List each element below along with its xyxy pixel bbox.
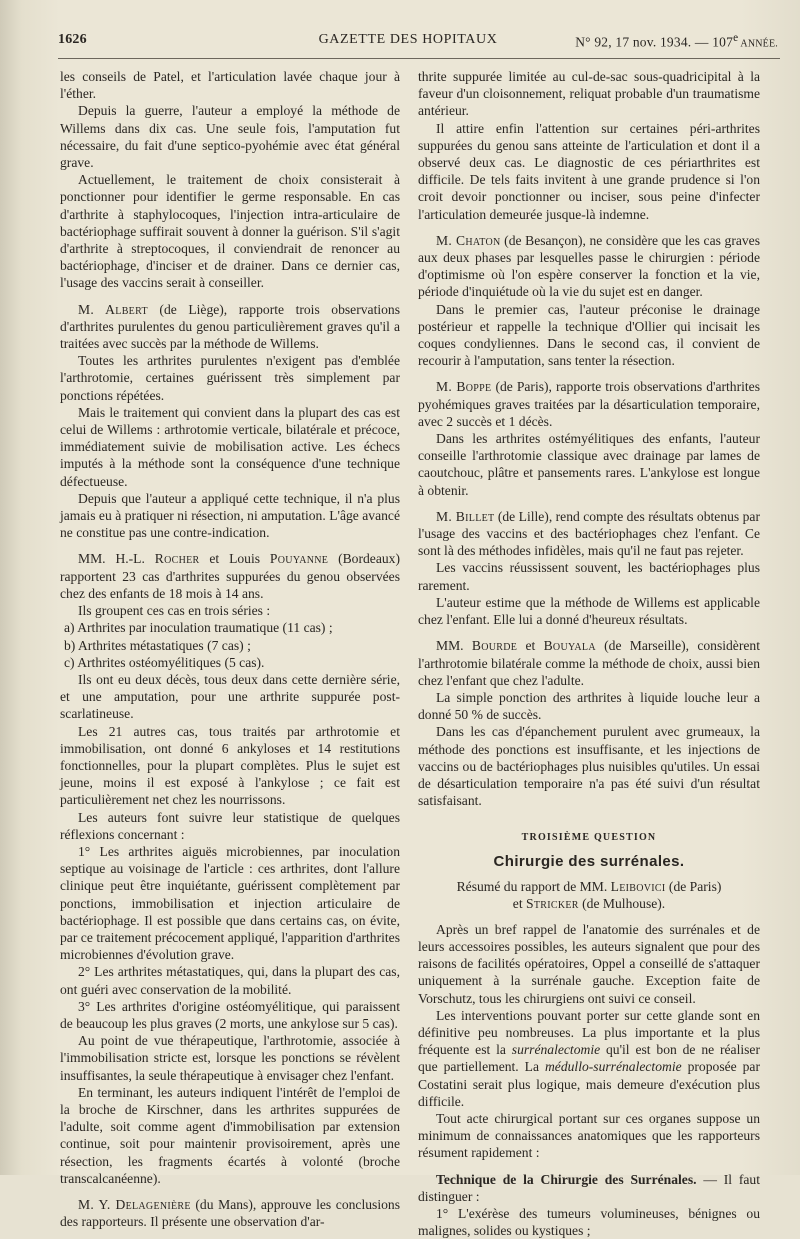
list-item: a) Arthrites par inoculation traumatique (11 cas) ;: [64, 620, 333, 636]
question-heading: TROISIÈME QUESTION: [521, 832, 657, 844]
subsection-heading: Technique de la Chirurgie des Surrénales.: [436, 1171, 697, 1187]
right-column: [418, 68, 760, 1239]
paragraph: Depuis la guerre, l'auteur a employé la méthode de Willems dans dix cas. Une seule fois, l'amputation fut nécessaire, du fait d'une septico-pyohémie avec état général grave.: [60, 103, 400, 171]
author-name: Bourde: [471, 638, 518, 654]
paragraph: Dans le premier cas, l'auteur préconise le drainage postérieur et rappelle la technique d'Ollier qui incisait les coques condyliennes. Dans le second cas, il convient de recourir à l'amputation, sans tenter la résection.: [418, 301, 760, 369]
paragraph: M. Boppe (de Paris), rapporte trois observations d'arthrites pyohémiques graves traitées par la désarticulation temporaire, avec 2 succès et 1 décès.: [418, 379, 760, 429]
journal-title: GAZETTE DES HOPITAUX: [318, 32, 498, 47]
paragraph: MM. Bourde et Bouyala (de Marseille), considèrent l'arthrotomie bilatérale comme la méthode de choix, aussi bien chez l'enfant que chez l'adulte.: [418, 638, 760, 688]
running-header: [58, 32, 778, 54]
paragraph: Dans les cas d'épanchement purulent avec grumeaux, la méthode des ponctions est insuffisante, et les injections de vaccins ou de bactériophages plus nuisibles qu'utiles. Un essai de désarticulation temporaire n'a pas été suivi d'un résultat satisfaisant.: [418, 724, 760, 809]
paragraph: les conseils de Patel, et l'articulation lavée chaque jour à l'éther.: [60, 69, 400, 102]
paragraph: MM. H.-L. Rocher et Louis Pouyanne (Bordeaux) rapportent 23 cas d'arthrites suppurées du genou observées chez des enfants de 18 mois à 14 ans.: [60, 551, 400, 601]
paragraph: Technique de la Chirurgie des Surrénales. — Il faut distinguer :: [418, 1171, 761, 1204]
paragraph: Ils ont eu deux décès, tous deux dans cette dernière série, et une amputation, pour une arthrite suppurée post-scarlatineuse.: [60, 671, 400, 722]
paragraph: M. Billet (de Lille), rend compte des résultats obtenus par l'usage des vaccins et des bactériophages chez l'enfant. Ce sont là des méthodes infidèles, mais qu'il ne faut pas rejeter.: [418, 508, 760, 559]
paragraph: M. Chaton (de Besançon), ne considère que les cas graves aux deux phases par lesquelles passe le chirurgien : période d'optimisme où l'on espère conserver la fonction et la vie, période d'inquiétude où la vie du sujet est en danger.: [418, 232, 760, 300]
author-name: Pouyanne: [269, 551, 329, 567]
left-column: [60, 68, 400, 1230]
paragraph: Au point de vue thérapeutique, l'arthrotomie, associée à l'immobilisation stricte est, lorsque les ponctions se révèlent insuffisantes, la seule thérapeutique à envisager chez l'enfant.: [60, 1033, 400, 1083]
paragraph: Actuellement, le traitement de choix consisterait à ponctionner pour identifier le germe responsable. En cas d'arthrite à staphylocoques, l'injection intra-articulaire de bactériophage suffirait souvent à donner la guérison. S'il s'agit d'arthrite à streptocoques, il conviendrait de renoncer au bactériophage, d'inciser et de drainer. Dans ce dernier cas, l'usage des vaccins serait à conseiller.: [60, 172, 400, 291]
paragraph: Après un bref rappel de l'anatomie des surrénales et de leurs accessoires possibles, les auteurs signalent que pour des raisons de facilités opératoires, Oppel a conseillé de s'attaquer uniquement à la surrénale gauche. Exception faite de Vorschutz, tous les chirurgiens ont suivi ce conseil.: [418, 921, 760, 1006]
paragraph: thrite suppurée limitée au cul-de-sac sous-quadricipital à la faveur d'un cloisonnement, reliquat probable d'un traumatisme antérieur.: [418, 69, 760, 119]
paragraph: M. Y. Delagenière (du Mans), approuve les conclusions des rapporteurs. Il présente une observation d'ar-: [60, 1197, 400, 1230]
header-rule: [58, 58, 780, 59]
paragraph: Les 21 autres cas, tous traités par arthrotomie et immobilisation, ont donné 6 ankyloses et 14 restitutions fonctionnelles, pour la plupart complètes. Plus le sujet est jeune, moins il est exposé à l'ankylose ; ce fait est particulièrement net chez les nourrissons.: [60, 723, 400, 808]
paragraph: L'auteur estime que la méthode de Willems est applicable chez l'enfant. Elle lui a donné d'heureux résultats.: [418, 594, 760, 628]
author-name: M. Chaton: [436, 232, 501, 248]
section-title: Chirurgie des surrénales.: [493, 852, 685, 870]
paragraph: Depuis que l'auteur a appliqué cette technique, il n'a plus jamais eu à pratiquer ni résection, ni amputation. L'âge avancé ne constitue pas une contre-indication.: [60, 490, 400, 541]
paragraph: En terminant, les auteurs indiquent l'intérêt de l'emploi de la broche de Kirschner, dans les arthrites suppurées de l'adulte, soit comme agent d'immobilisation par extension continue, soit pour maintenir provisoirement, après une résection, les fragments écartés à volonté (broche transcalcanéenne).: [60, 1084, 400, 1186]
paragraph: M. Albert (de Liège), rapporte trois observations d'arthrites purulentes du genou particulièrement graves qu'il a traitées avec succès par la méthode de Willems.: [60, 301, 401, 352]
author-name: Stricker: [526, 895, 579, 911]
paragraph: 2° Les arthrites métastatiques, qui, dans la plupart des cas, ont guéri avec conservation de la mobilité.: [60, 964, 400, 997]
list-item: b) Arthrites métastatiques (7 cas) ;: [64, 637, 251, 653]
paragraph: 3° Les arthrites d'origine ostéomyélitique, qui paraissent de beaucoup les plus graves (2 morts, une ankylose sur 5 cas).: [60, 998, 400, 1031]
paragraph: Les vaccins réussissent souvent, les bactériophages plus rarement.: [418, 560, 760, 593]
paragraph: Tout acte chirurgical portant sur ces organes suppose un minimum de connaissances anatomiques que les rapporteurs résument rapidement :: [418, 1110, 760, 1161]
author-name: M. Y. Delagenière: [78, 1197, 191, 1212]
author-name: Rocher: [154, 551, 200, 567]
author-name: Bouyala: [543, 638, 596, 654]
paragraph: 1° L'exérèse des tumeurs volumineuses, bénignes ou malignes, solides ou kystiques ;: [418, 1205, 760, 1239]
author-name: M. Boppe: [436, 379, 492, 395]
paragraph: Les auteurs font suivre leur statistique de quelques réflexions concernant :: [60, 809, 400, 842]
page-number: 1626: [58, 32, 87, 47]
author-name: M. Billet: [436, 508, 495, 524]
paragraph: Les interventions pouvant porter sur cette glande sont en définitive peu nombreuses. La plus importante et la plus fréquente est la surrénalectomie qu'il est bon de ne réaliser que partiellement. La médullo-surrénalectomie proposée par Costatini serait plus logique, mais demeure d'exécution plus difficile.: [418, 1007, 760, 1109]
paragraph: Toutes les arthrites purulentes n'exigent pas d'emblée l'arthrotomie, certaines guérissent très simplement par ponctions répétées.: [60, 353, 400, 403]
paragraph: Mais le traitement qui convient dans la plupart des cas est celui de Willems : arthrotomie verticale, bilatérale et précoce, immédiatement suivie de mobilisation active. Les échecs imputés à la méthode sont la conséquence d'une technique défectueuse.: [60, 404, 400, 489]
author-name: M. Albert: [78, 301, 148, 317]
paragraph: Ils groupent ces cas en trois séries :: [78, 603, 271, 619]
paragraph: La simple ponction des arthrites à liquide louche leur a donné 50 % de succès.: [418, 689, 760, 723]
paragraph: 1° Les arthrites aiguës microbiennes, par inoculation septique au voisinage de l'article : ces arthrites, dont l'allure clinique peut être inquiétante, guérissent complètement par ponctions, immobilisation et injection articulaire de bactériophage. Il est possible que dans certains cas, on évite, par ce traitement précocement appliqué, l'apparition d'arthrites microbiennes d'évolution grave.: [60, 843, 400, 963]
report-summary-heading: Résumé du rapport de MM. Leibovici (de Paris) et Stricker (de Mulhouse).: [456, 878, 722, 911]
paragraph: Dans les arthrites ostémyélitiques des enfants, l'auteur conseille l'arthrotomie classique avec drainage par lames de caoutchouc, plâtre et pansements rares. L'ankylose est longue à obtenir.: [418, 431, 760, 498]
list-item: c) Arthrites ostéomyélitiques (5 cas).: [64, 654, 265, 670]
issue-info: N° 92, 17 nov. 1934. — 107e ANNÉE.: [575, 32, 778, 50]
author-name: Leibovici: [610, 878, 666, 894]
paragraph: Il attire enfin l'attention sur certaines péri-arthrites suppurées du genou sans atteinte de l'articulation et dont il a observé deux cas. Le diagnostic de ces périarthrites est difficile. De tels faits invitent à une grande prudence si l'on croit devoir ponctionner ou inciser, sous peine d'infecter l'articulation demeurée jusque-là indemne.: [418, 120, 760, 222]
